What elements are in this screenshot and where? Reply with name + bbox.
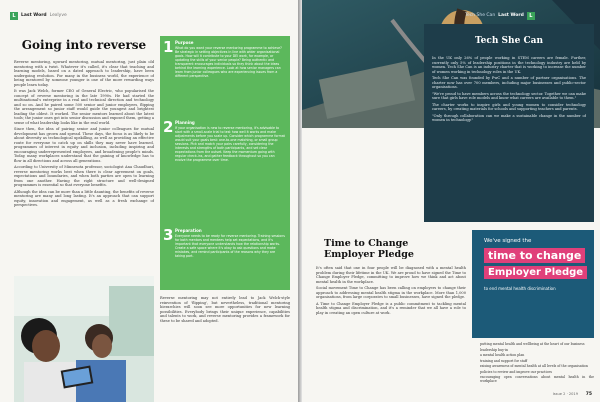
- right-page: [302, 0, 600, 402]
- article-closing: [160, 296, 290, 396]
- step-heading: Preparation: [175, 228, 202, 233]
- pledge-panel-highlight1: time to change: [484, 248, 585, 263]
- tech-she-can-panel: [424, 24, 594, 222]
- left-page-header: [10, 11, 67, 20]
- right-page-header: [465, 11, 535, 20]
- pledge-badge-panel: [472, 230, 594, 338]
- article-body: [14, 60, 154, 272]
- paragraph: Tech She Can was founded by PwC and a number of partner organisations. The charter now has over 700 members, including major businesses and public-sector organisations.: [432, 76, 586, 89]
- step-heading: Planning: [175, 120, 195, 125]
- paragraph: According to University of Minnesota professor, sociologist Ana Chaudhuri, reverse mentoring works best when there is clear agreement on goals, expectations and boundaries, and when both parties are open to learning from one another. Having the right structure and well-designed programmes is essential so that everyone benefits.: [14, 165, 154, 187]
- section-name: Last Word: [498, 13, 524, 18]
- paragraph: A Time to Change Employer Pledge is a public commitment to tackling mental health stigma and discrimination, and it's a reminder that we all have a role to play in creating an open culture at work.: [316, 301, 466, 315]
- subsection-name: Tech She Can: [465, 13, 496, 18]
- pledge-panel-line2: to end mental health discrimination: [484, 286, 556, 291]
- pledge-title-line2: Employer Pledge: [324, 249, 414, 260]
- bullet-item: • putting mental health and wellbeing at the heart of our business: [480, 342, 594, 346]
- paragraph: The charter works to inspire girls and young women to consider technology careers, by creating materials for schools and supporting teachers and parents.: [432, 102, 586, 111]
- pledge-title-line1: Time to Change: [324, 238, 409, 249]
- left-page: [0, 0, 298, 402]
- section-badge: L: [527, 12, 535, 20]
- issue-label: Issue 2 · 2019: [552, 392, 578, 396]
- paragraph: Since then, the idea of pairing senior and junior colleagues for mutual development has grown and spread. These days, the focus is as likely to be about diversity as technological upskilling, as well as providing an effective route for everyone to catch up on skills they may never have learned, programmes of interest in equity and inclusion, including inspiring and encouraging underrepresented employees, and broadening people's minds. Today, many workplaces understand that the gaining of knowledge has to flow in all directions and across all generations.: [14, 127, 154, 163]
- paragraph: "We're proud to have members across the technology sector. Together we can make sure that girls have role models and know what careers are available to them.": [432, 91, 586, 100]
- step-text: What do you want your reverse mentoring programme to achieve? Be strategic in setting objectives in line with wider organisational goals. How will it contribute to your DEI work, for example, or updating the skills of your senior people? Being authentic and transparent encourages individuals so they think about the ideas behind the learning experience. Look at how senior managers can learn from junior colleagues who are experiencing issues from a different perspective.: [175, 46, 282, 78]
- paragraph: It's often said that one in four people will be diagnosed with a mental health problem during their lifetime in the UK. We are proud to have signed the Time to Change Employer Pledge, committing to improve how we think and act about mental health in the workplace.: [316, 266, 466, 284]
- pledge-panel-highlight2: Employer Pledge: [484, 266, 587, 279]
- paragraph: Although the idea can be more than a little daunting, the benefits of reverse mentoring are many and long lasting. It's an approach that can support equity, innovation and engagement, as well as a fresh exchange of perspectives.: [14, 189, 154, 207]
- subsection-name: Lexlyve: [49, 13, 67, 18]
- step-number: 2: [163, 118, 174, 136]
- tech-she-can-body: [432, 56, 586, 216]
- bullet-list: [474, 342, 594, 383]
- paragraph: Reverse mentoring, upward mentoring, mutual mentoring, just plain old mentoring with a twist. Whatever it's called, it's clear that teaching and learning models, based on a dated approach to leadership, have been undergoing evolution. For many in the business world, the experience of being mentored by someone younger is one of the more rewarding ways people learn today.: [14, 60, 154, 87]
- bullet-item: • training and support for staff: [480, 359, 594, 363]
- step-text: If your organisation is new to reverse mentoring, it's advisable to start with a small-scale trial to test how well it works and make adjustments before you scale up. Consider which programme format would suit your goals best: one-to-one matching, or small group sessions. Pick and match your pairs carefully, considering the interests and strengths of both participants, and set clear expectations from the outset. Keep the momentum going with regular check-ins, and gather feedback throughout so you can evolve the programme over time.: [175, 126, 285, 162]
- bullet-item: • policies to review and improve our practices: [480, 370, 594, 374]
- pledge-bullet-list: [474, 342, 594, 386]
- step-text: Everyone needs to be ready for reverse mentoring. Training sessions for both mentors and mentees help set expectations, and it's important that everyone understands how the relationship works. Create a safe space where it's okay to ask questions and make mistakes, and remind participants of the reasons why they are taking part.: [175, 234, 285, 258]
- closing-paragraph: Reverse mentoring may not entirely lead to Jack Welch-style reinvention of 'flipping', but nevertheless, traditional mentoring hierarchies will soon see more opportunities for new learning possibilities. Everybody brings their unique experience, capabilities and talents to work, and reverse mentoring provides a framework for these to be shared and adopted.: [160, 296, 290, 323]
- section-badge: L: [10, 12, 18, 20]
- step-number: 3: [163, 226, 174, 244]
- paragraph: "Only through collaboration can we make a sustainable change in the number of women in technology.": [432, 113, 586, 122]
- paragraph: It was Jack Welch, former CEO of General Electric, who popularised the concept of reverse mentoring in the late 1990s. He had started the multinational's enterprise in a real and technical direction and technology and so on. And he paired some 500 senior and junior employees, flipping the arrangement so junior staff would guide the youngest and brightest leading the oldest. It worked. The senior mentors learned about the latest tools; the junior ones got into senior discussion and exposed them, getting a sense of what leadership looks like in the real world.: [14, 89, 154, 125]
- pledge-article-body: [316, 266, 466, 394]
- pledge-panel-line1: We've signed the: [484, 238, 532, 244]
- article-title: Going into reverse: [21, 38, 147, 52]
- step-heading: Purpose: [175, 40, 194, 45]
- paragraph: In the UK only 26% of people working in STEM careers are female. Further, currently only 5% of leadership positions in the technology industry are held by women. Tech She Can is an industry charter that is working to increase the number of women working in technology roles in the UK.: [432, 56, 586, 74]
- step-number: 1: [163, 38, 174, 56]
- tech-she-can-title: Tech She Can: [475, 36, 543, 46]
- step-box-planning: [160, 116, 290, 228]
- pledge-article-title: [324, 238, 474, 260]
- section-name: Last Word: [21, 13, 47, 18]
- page-number: 75: [585, 392, 592, 397]
- step-box-preparation: [160, 224, 290, 290]
- bullet-item: • leadership buy-in: [480, 348, 594, 352]
- bullet-item: • a mental health action plan: [480, 353, 594, 357]
- bullet-item: • raising awareness of mental health at all levels of the organisation: [480, 364, 594, 368]
- bullet-item: • encouraging open conversations about mental health in the workplace: [480, 375, 594, 383]
- child-with-tablet-photo: [14, 276, 154, 402]
- paragraph: Social movement Time to Change has been calling on employers to change their approach to addressing mental health stigma in the workplace. More than 1,000 organisations, from large corporates to small businesses, have signed the pledge.: [316, 286, 466, 299]
